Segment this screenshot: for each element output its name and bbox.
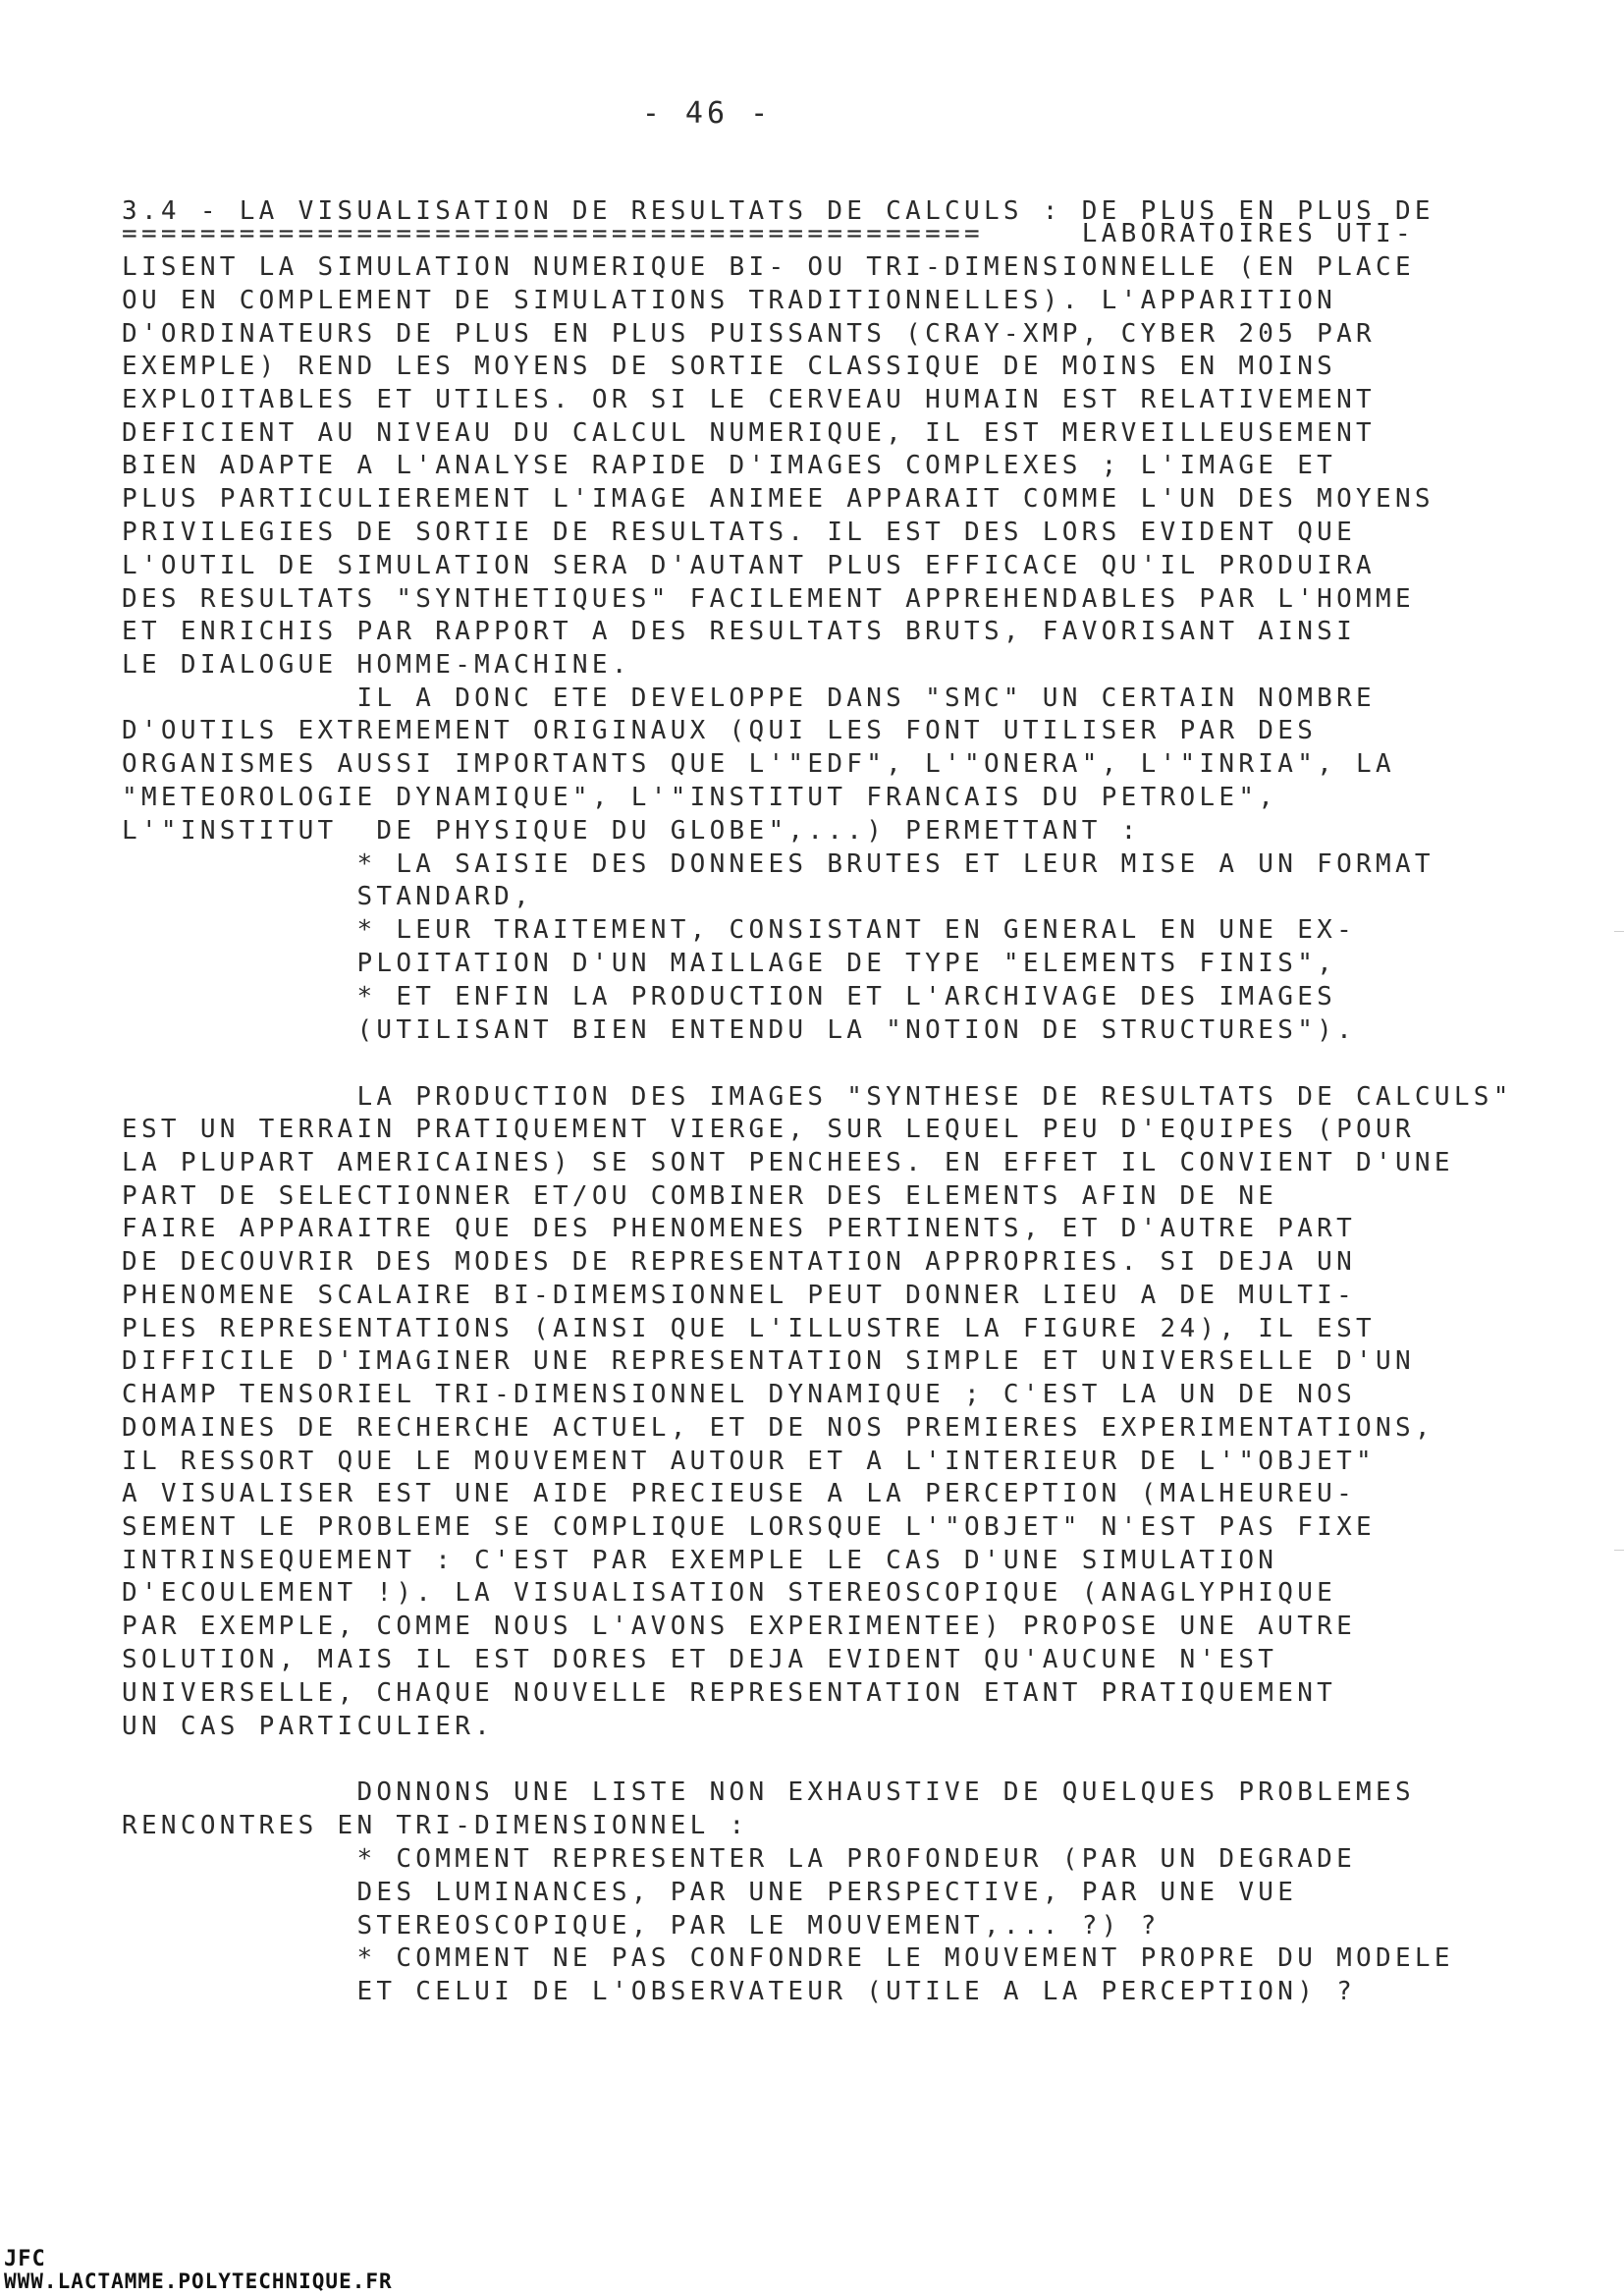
text-line: PHENOMENE SCALAIRE BI-DIMEMSIONNEL PEUT DONNER LIEU A DE MULTI- bbox=[122, 1281, 1357, 1310]
text-line: LA PRODUCTION DES IMAGES "SYNTHESE DE RESULTATS DE CALCULS" bbox=[122, 1082, 1513, 1112]
text-line: "METEOROLOGIE DYNAMIQUE", L'"INSTITUT FRANCAIS DU PETROLE", bbox=[122, 783, 1278, 812]
text-line: DEFICIENT AU NIVEAU DU CALCUL NUMERIQUE, IL EST MERVEILLEUSEMENT bbox=[122, 418, 1377, 448]
text-line: L'"INSTITUT DE PHYSIQUE DU GLOBE",...) PERMETTANT : bbox=[122, 816, 1141, 846]
text-line: EXEMPLE) REND LES MOYENS DE SORTIE CLASSIQUE DE MOINS EN MOINS bbox=[122, 352, 1337, 381]
text-line: ORGANISMES AUSSI IMPORTANTS QUE L'"EDF", L'"ONERA", L'"INRIA", LA bbox=[122, 749, 1395, 779]
text-line: RENCONTRES EN TRI-DIMENSIONNEL : bbox=[122, 1811, 749, 1840]
text-line: ============================================ LABORATOIRES UTI- bbox=[122, 219, 1415, 248]
text-line: FAIRE APPARAITRE QUE DES PHENOMENES PERTINENTS, ET D'AUTRE PART bbox=[122, 1214, 1357, 1243]
text-line: * COMMENT NE PAS CONFONDRE LE MOUVEMENT PROPRE DU MODELE bbox=[122, 1943, 1454, 1973]
text-line: DES RESULTATS "SYNTHETIQUES" FACILEMENT APPREHENDABLES PAR L'HOMME bbox=[122, 584, 1415, 614]
text-line: PLES REPRESENTATIONS (AINSI QUE L'ILLUSTRE LA FIGURE 24), IL EST bbox=[122, 1314, 1377, 1343]
credit-initials: JFC bbox=[4, 2247, 46, 2271]
text-line: 3.4 - LA VISUALISATION DE RESULTATS DE CALCULS : DE PLUS EN PLUS DE bbox=[122, 196, 1435, 226]
text-line: LISENT LA SIMULATION NUMERIQUE BI- OU TRI-DIMENSIONNELLE (EN PLACE bbox=[122, 252, 1415, 282]
text-line: UN CAS PARTICULIER. bbox=[122, 1712, 495, 1741]
text-line: SEMENT LE PROBLEME SE COMPLIQUE LORSQUE L'"OBJET" N'EST PAS FIXE bbox=[122, 1512, 1377, 1542]
text-line: IL A DONC ETE DEVELOPPE DANS "SMC" UN CERTAIN NOMBRE bbox=[122, 683, 1377, 713]
text-line: D'ORDINATEURS DE PLUS EN PLUS PUISSANTS (CRAY-XMP, CYBER 205 PAR bbox=[122, 319, 1377, 349]
text-line: PART DE SELECTIONNER ET/OU COMBINER DES ELEMENTS AFIN DE NE bbox=[122, 1181, 1278, 1211]
text-line: * LA SAISIE DES DONNEES BRUTES ET LEUR MISE A UN FORMAT bbox=[122, 849, 1435, 879]
text-line: DOMAINES DE RECHERCHE ACTUEL, ET DE NOS PREMIERES EXPERIMENTATIONS, bbox=[122, 1413, 1435, 1443]
text-line: * ET ENFIN LA PRODUCTION ET L'ARCHIVAGE DES IMAGES bbox=[122, 982, 1337, 1011]
text-line: EXPLOITABLES ET UTILES. OR SI LE CERVEAU HUMAIN EST RELATIVEMENT bbox=[122, 385, 1377, 414]
credit-url: WWW.LACTAMME.POLYTECHNIQUE.FR bbox=[4, 2269, 393, 2293]
text-line: UNIVERSELLE, CHAQUE NOUVELLE REPRESENTATION ETANT PRATIQUEMENT bbox=[122, 1678, 1337, 1708]
text-line: PLUS PARTICULIEREMENT L'IMAGE ANIMEE APPARAIT COMME L'UN DES MOYENS bbox=[122, 484, 1435, 514]
text-line: PLOITATION D'UN MAILLAGE DE TYPE "ELEMENTS FINIS", bbox=[122, 949, 1337, 978]
text-line: STANDARD, bbox=[122, 882, 534, 911]
text-line: A VISUALISER EST UNE AIDE PRECIEUSE A LA PERCEPTION (MALHEUREU- bbox=[122, 1479, 1357, 1508]
text-line: * LEUR TRAITEMENT, CONSISTANT EN GENERAL EN UNE EX- bbox=[122, 915, 1357, 945]
text-line: LE DIALOGUE HOMME-MACHINE. bbox=[122, 650, 631, 680]
text-line: STEREOSCOPIQUE, PAR LE MOUVEMENT,... ?) ? bbox=[122, 1911, 1161, 1941]
text-line: (UTILISANT BIEN ENTENDU LA "NOTION DE STRUCTURES"). bbox=[122, 1015, 1357, 1045]
margin-mark bbox=[1614, 1550, 1624, 1551]
text-line: L'OUTIL DE SIMULATION SERA D'AUTANT PLUS EFFICACE QU'IL PRODUIRA bbox=[122, 551, 1377, 580]
text-line: PAR EXEMPLE, COMME NOUS L'AVONS EXPERIMENTEE) PROPOSE UNE AUTRE bbox=[122, 1612, 1357, 1641]
text-line: CHAMP TENSORIEL TRI-DIMENSIONNEL DYNAMIQUE ; C'EST LA UN DE NOS bbox=[122, 1380, 1357, 1409]
site-credit bbox=[4, 2249, 393, 2292]
text-line: D'OUTILS EXTREMEMENT ORIGINAUX (QUI LES FONT UTILISER PAR DES bbox=[122, 716, 1318, 745]
margin-mark bbox=[1614, 931, 1624, 932]
text-line: D'ECOULEMENT !). LA VISUALISATION STEREOSCOPIQUE (ANAGLYPHIQUE bbox=[122, 1578, 1337, 1608]
text-line: IL RESSORT QUE LE MOUVEMENT AUTOUR ET A L'INTERIEUR DE L'"OBJET" bbox=[122, 1447, 1377, 1476]
text-line: INTRINSEQUEMENT : C'EST PAR EXEMPLE LE CAS D'UNE SIMULATION bbox=[122, 1546, 1278, 1575]
text-line: SOLUTION, MAIS IL EST DORES ET DEJA EVIDENT QU'AUCUNE N'EST bbox=[122, 1645, 1278, 1674]
text-line: BIEN ADAPTE A L'ANALYSE RAPIDE D'IMAGES COMPLEXES ; L'IMAGE ET bbox=[122, 451, 1337, 480]
text-line: ET ENRICHIS PAR RAPPORT A DES RESULTATS BRUTS, FAVORISANT AINSI bbox=[122, 617, 1357, 646]
text-line: DONNONS UNE LISTE NON EXHAUSTIVE DE QUELQUES PROBLEMES bbox=[122, 1777, 1415, 1807]
text-line: * COMMENT REPRESENTER LA PROFONDEUR (PAR UN DEGRADE bbox=[122, 1844, 1357, 1874]
text-line: LA PLUPART AMERICAINES) SE SONT PENCHEES. EN EFFET IL CONVIENT D'UNE bbox=[122, 1148, 1454, 1177]
text-line: PRIVILEGIES DE SORTIE DE RESULTATS. IL EST DES LORS EVIDENT QUE bbox=[122, 518, 1357, 547]
text-line: DIFFICILE D'IMAGINER UNE REPRESENTATION SIMPLE ET UNIVERSELLE D'UN bbox=[122, 1346, 1415, 1376]
text-line: DE DECOUVRIR DES MODES DE REPRESENTATION APPROPRIES. SI DEJA UN bbox=[122, 1247, 1357, 1277]
text-line: ET CELUI DE L'OBSERVATEUR (UTILE A LA PERCEPTION) ? bbox=[122, 1977, 1357, 2006]
page-number: - 46 - bbox=[641, 96, 773, 131]
text-line: OU EN COMPLEMENT DE SIMULATIONS TRADITIONNELLES). L'APPARITION bbox=[122, 286, 1337, 315]
text-line: EST UN TERRAIN PRATIQUEMENT VIERGE, SUR LEQUEL PEU D'EQUIPES (POUR bbox=[122, 1115, 1415, 1144]
text-line: DES LUMINANCES, PAR UNE PERSPECTIVE, PAR UNE VUE bbox=[122, 1878, 1298, 1907]
